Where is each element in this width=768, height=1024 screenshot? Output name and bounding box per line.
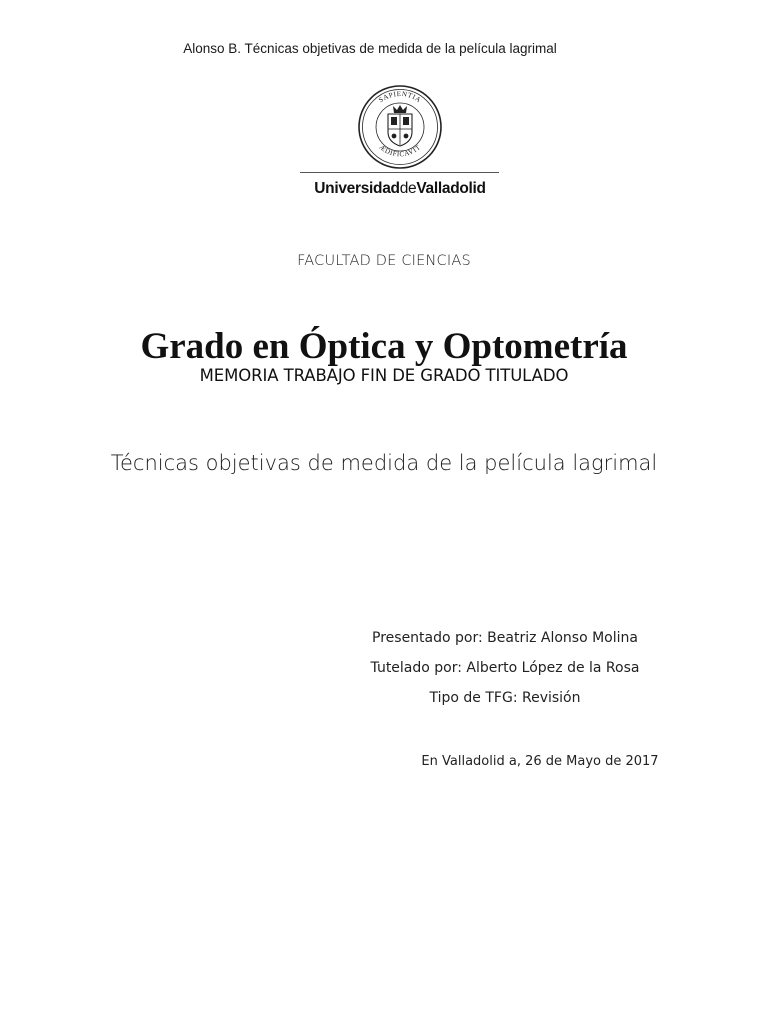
logo-divider — [300, 172, 499, 173]
svg-text:SAPIENTIA — [377, 90, 422, 104]
place-and-date: En Valladolid a, 26 de Mayo de 2017 — [421, 754, 659, 769]
seal-text-top: SAPIENTIA — [377, 89, 423, 105]
degree-title: Grado en Óptica y Optometría — [140, 326, 628, 367]
running-header: Alonso B. Técnicas objetivas de medida de la película lagrimal — [183, 41, 557, 56]
university-name-part2: de — [399, 180, 417, 197]
thesis-title: Técnicas objetivas de medida de la película lagrimal — [110, 451, 658, 475]
university-name-part3: Valladolid — [416, 180, 486, 197]
tfg-type: Tipo de TFG: Revisión — [429, 690, 581, 706]
university-seal-logo — [357, 84, 443, 170]
seal-text-bottom: ÆDIFICAVIT — [377, 143, 423, 159]
memoria-subtitle: MEMORIA TRABAJO FIN DE GRADO TITULADO — [199, 366, 569, 385]
tutored-by: Tutelado por: Alberto López de la Rosa — [370, 660, 640, 676]
presented-by: Presentado por: Beatriz Alonso Molina — [372, 630, 638, 646]
faculty-name: FACULTAD DE CIENCIAS — [297, 253, 471, 269]
university-name-logo — [300, 180, 500, 198]
university-name-part1: Universidad — [314, 180, 400, 197]
